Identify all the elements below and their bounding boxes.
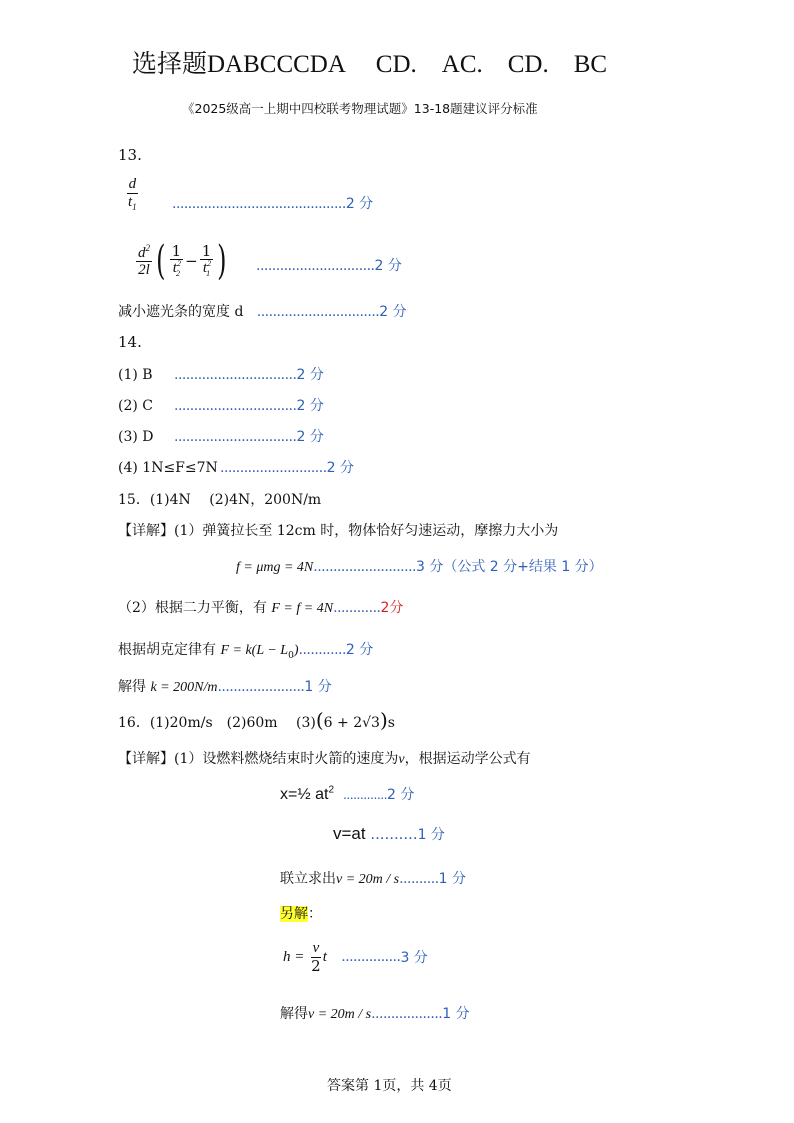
q13-line3: 减小遮光条的宽度 d ...............................2 分 [118,304,407,320]
q16-detail-1: 【详解】(1）设燃料燃烧结束时火箭的速度为v，根据运动学公式有 [118,751,531,767]
q14-number: 14. [118,333,142,351]
page-title: 《2025级高一上期中四校联考物理试题》13-18题建议评分标准 [182,101,538,116]
q16-answer: 16．(1)20m/s (2)60m (3)(6 + 2√3)s [118,708,395,732]
q16-eq4: h = $\frac{v}{2}$ t ............... 3 分 [283,940,428,975]
q13-line1 [126,176,139,212]
page-footer: 答案第 1页，共 4页 [327,1078,452,1094]
q14-item: (3) D ...............................2 分 [118,429,324,445]
q16-eq5: 解得v = 20m / s..................1 分 [280,1006,470,1022]
fraction-d2-over-2l: $\frac{d^2}{2l}$ [138,242,150,278]
q14-item: (2) C ...............................2 分 [118,398,324,414]
q13-line2: $\frac{d^2}{2l}$ ( $\frac{1}{t^2_2}$ − $\frac{1}{t^2_1}$ ) [138,238,227,284]
fraction-v-over-2: $\frac{v}{2}$ [311,940,321,975]
q16-eq1: x=½ $at^2$ .............2 分 [280,784,415,803]
q13-line2-score: ..............................2 分 [256,258,402,274]
q16-alt-solution-label: 另解： [280,906,322,922]
q15-detail-2: （2）根据二力平衡，有 F = f = 4N............2分 [118,600,404,616]
q15-detail-3: 根据胡克定律有 $F = k(L - L_0)............2$ 分 [118,642,374,661]
q16-eq3: 联立求出v = 20m / s..........1 分 [280,871,466,887]
q15-detail-1: 【详解】(1）弹簧拉长至 12cm 时，物体恰好匀速运动，摩擦力大小为 [118,523,559,539]
answer-key-header: 选择题DABCCCDA CD. AC. CD. BC [132,51,608,78]
q13-number: 13. [118,146,142,164]
fraction-d-over-t1: $\frac{d}{t_1}$ [128,176,137,212]
q13-line1-score: ............................................2 分 [172,196,374,212]
q15-answer: 15．(1)4N (2)4N，200N/m [118,492,322,508]
q15-detail-4: 解得 k = 200N/m......................1 分 [118,679,332,695]
q14-item: (4) 1N≤F≤7N ...........................2 分 [118,460,355,476]
q16-eq2: v=at ..........1 分 [333,824,445,843]
q14-item: (1) B ...............................2 分 [118,367,324,383]
q15-eq1: f = μmg = 4N..........................3 分（公式 2 分+结果 1 分） [236,559,603,575]
